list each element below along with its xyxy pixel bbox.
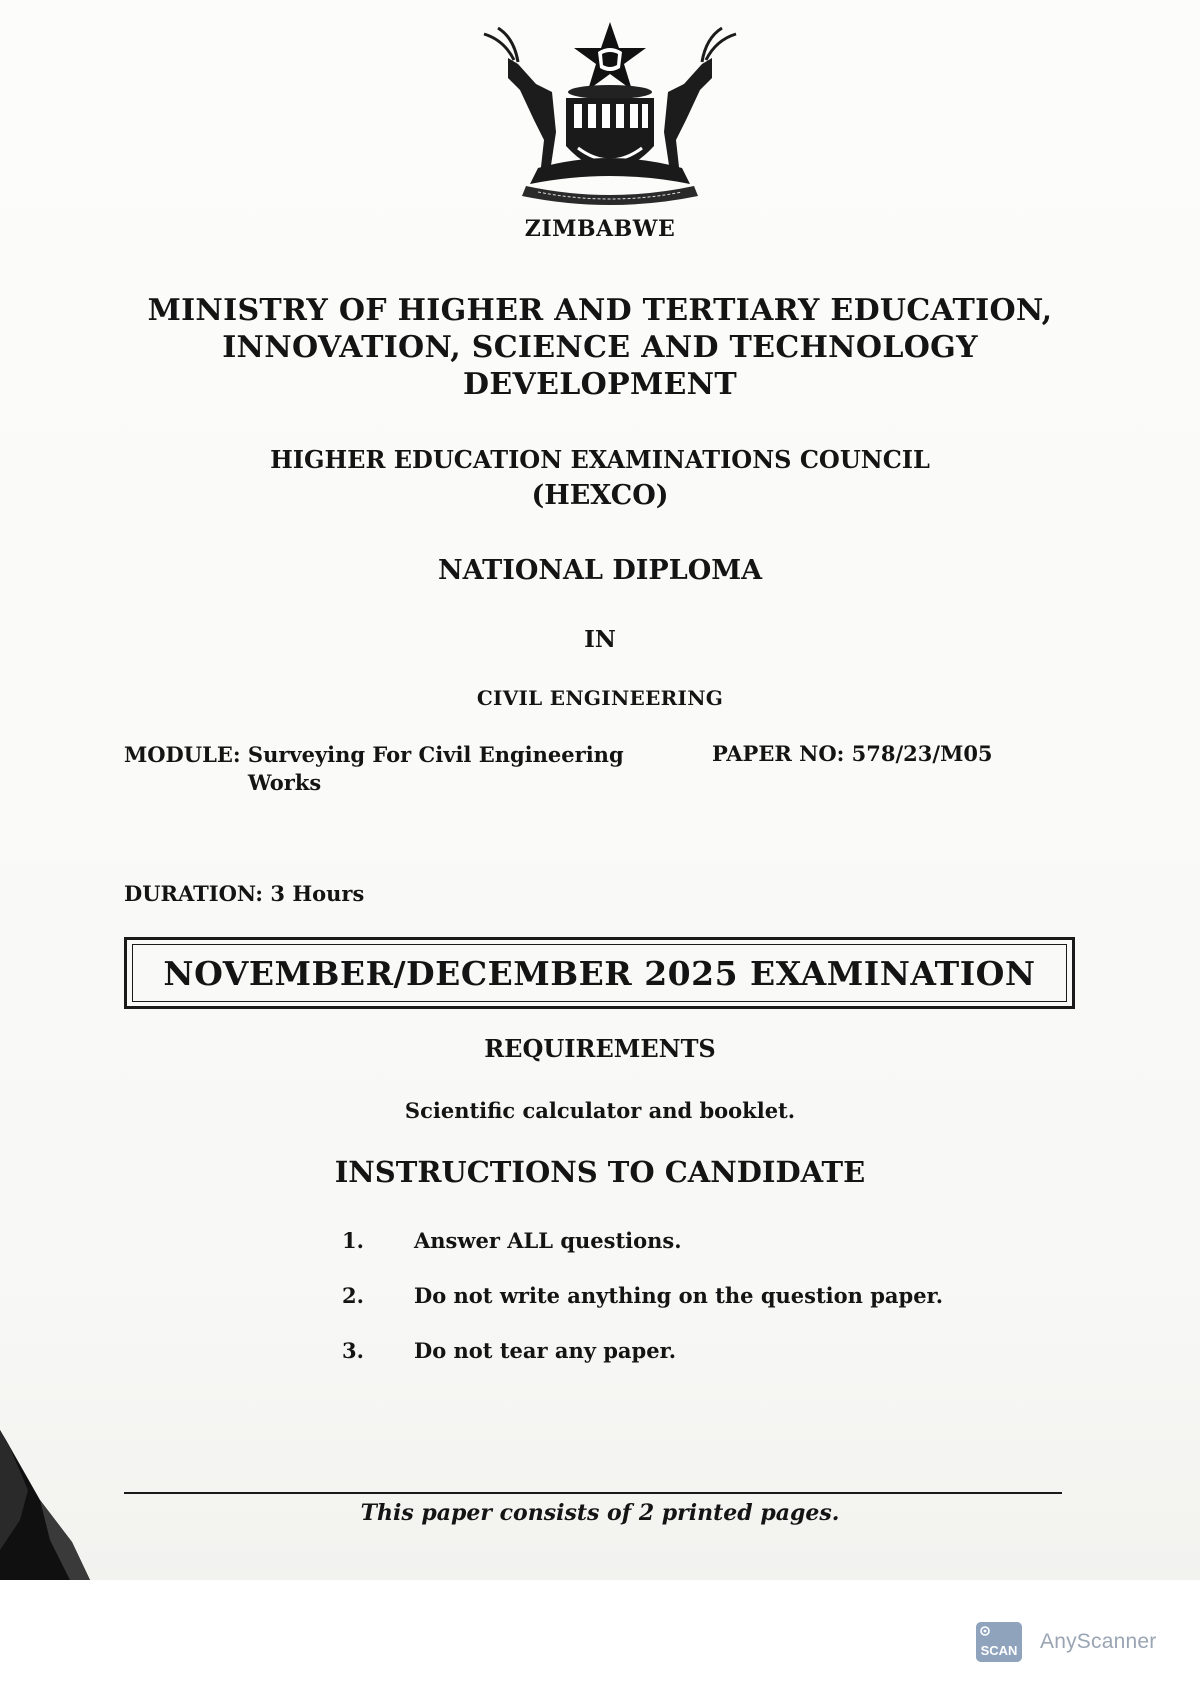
- module-label: MODULE:: [124, 742, 241, 767]
- council-abbreviation: (HEXCO): [531, 480, 669, 511]
- instruction-item: [342, 1338, 1042, 1393]
- module-value: Surveying For Civil Engineering Works: [247, 742, 624, 795]
- instruction-number: 3.: [342, 1338, 364, 1363]
- instructions-list: [342, 1228, 1042, 1393]
- country-name: ZIMBABWE: [524, 216, 676, 242]
- programme-connector: IN: [584, 626, 616, 653]
- instruction-number: 2.: [342, 1283, 364, 1308]
- instruction-text: Do not tear any paper.: [414, 1338, 677, 1363]
- exam-title-box: [124, 937, 1075, 1009]
- ministry-line-1: MINISTRY OF HIGHER AND TERTIARY EDUCATION,: [147, 293, 1053, 328]
- programme-field: CIVIL ENGINEERING: [476, 686, 724, 710]
- scan-app-icon: [976, 1622, 1022, 1662]
- instruction-item: [342, 1228, 1042, 1283]
- scan-icon-label: SCAN: [980, 1643, 1018, 1658]
- exam-duration: [124, 881, 364, 906]
- requirements-heading: REQUIREMENTS: [484, 1034, 716, 1063]
- programme-level: NATIONAL DIPLOMA: [437, 555, 763, 586]
- page-count-note: This paper consists of 2 printed pages.: [360, 1500, 840, 1526]
- scanner-brand: AnyScanner: [1040, 1630, 1157, 1653]
- instruction-text: Answer ALL questions.: [414, 1228, 682, 1253]
- examinations-council: [0, 442, 1200, 514]
- paper-number: [712, 741, 993, 766]
- scanner-watermark: [976, 1622, 1176, 1662]
- duration-label: DURATION:: [124, 881, 264, 906]
- instruction-text: Do not write anything on the question paper.: [414, 1283, 943, 1308]
- footer-divider: [124, 1492, 1062, 1494]
- paper-label: PAPER NO:: [712, 741, 845, 766]
- ministry-line-2: INNOVATION, SCIENCE AND TECHNOLOGY: [222, 330, 978, 365]
- module-details: [124, 741, 663, 797]
- instruction-item: [342, 1283, 1042, 1338]
- ministry-name: [0, 292, 1200, 403]
- exam-title-box-inner: [132, 944, 1067, 1002]
- council-name: HIGHER EDUCATION EXAMINATIONS COUNCIL: [270, 445, 930, 474]
- instruction-number: 1.: [342, 1228, 364, 1253]
- coat-of-arms-emblem: [478, 18, 742, 206]
- instructions-heading: INSTRUCTIONS TO CANDIDATE: [334, 1155, 866, 1189]
- exam-title: NOVEMBER/DECEMBER 2025 EXAMINATION: [163, 953, 1036, 993]
- requirements-text: Scientific calculator and booklet.: [404, 1098, 796, 1123]
- duration-value: 3 Hours: [270, 881, 365, 906]
- ministry-line-3: DEVELOPMENT: [463, 367, 737, 402]
- paper-value: 578/23/M05: [851, 741, 993, 766]
